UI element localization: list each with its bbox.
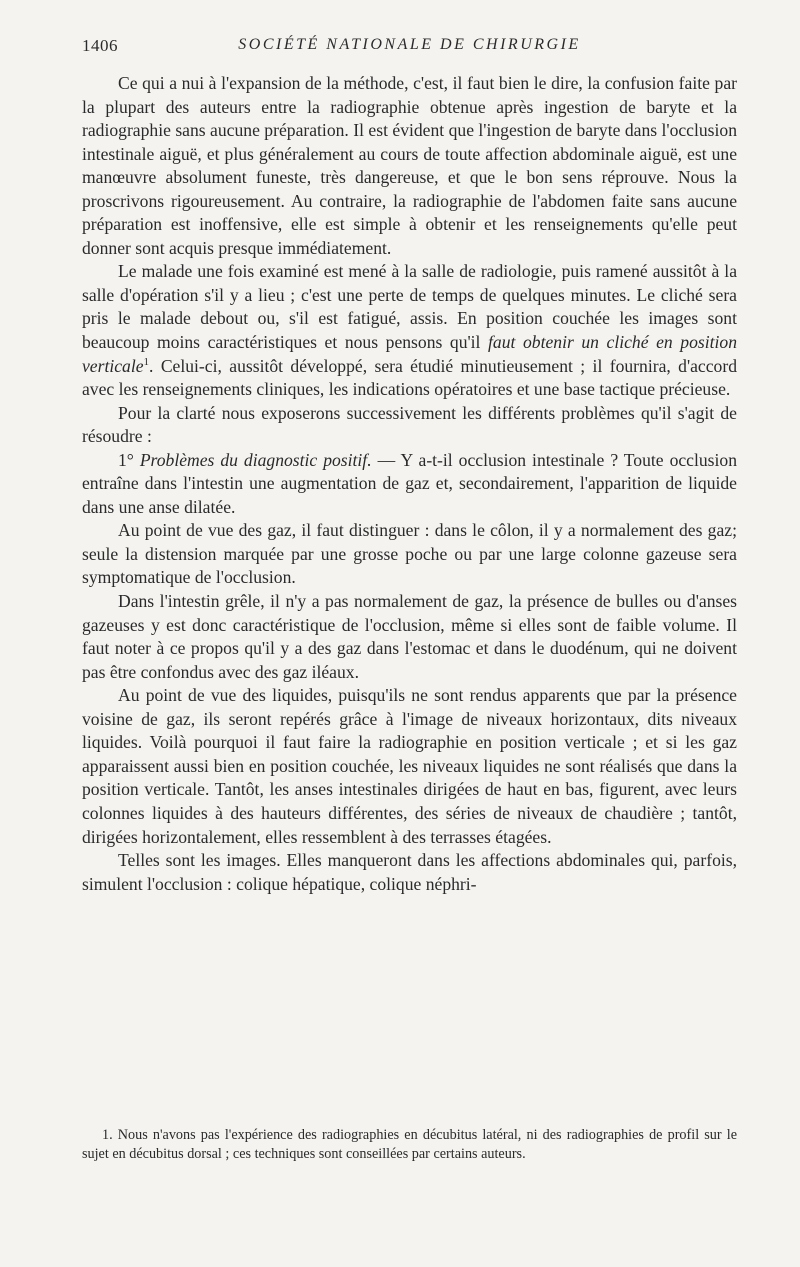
page (82, 36, 737, 896)
paragraph (82, 260, 737, 401)
body-text (82, 72, 737, 896)
paragraph-text: Le malade une fois examiné est mené à la salle de radiologie, puis ramené aussitôt à la salle d'opération s'il y a lieu ; c'est une perte de temps de quelques minutes. Le cliché sera pris le malade debout ou, s'il est fatigué, assis. En position couchée les images sont beaucoup moins caractéristiques et nous pensons qu'il (82, 261, 737, 353)
paragraph: Pour la clarté nous exposerons successivement les différents problèmes qu'il s'agit de résoudre : (82, 402, 737, 447)
paragraph: Ce qui a nui à l'expansion de la méthode, c'est, il faut bien le dire, la confusion faite par la plupart des auteurs entre la radiographie obtenue après ingestion de baryte et la radiographie sans aucune préparation. Il est évident que l'ingestion de baryte dans l'occlusion intestinale aiguë, et plus généralement au cours de toute affection abdominale aiguë, est une manœuvre absolument funeste, très dangereuse, et que le bon sens réprouve. Nous la proscrivons rigoureusement. Au contraire, la radiographie de l'abdomen faite sans aucune préparation est inoffensive, elle est simple à obtenir et les renseignements qu'elle peut donner sont acquis presque immédiatement. (82, 73, 737, 258)
paragraph-text: — Y a-t-il occlusion intestinale ? Toute occlusion entraîne dans l'intestin une augmentation de gaz et, secondairement, l'apparition de liquide dans une anse dilatée. (82, 449, 737, 517)
footnote (82, 1126, 737, 1164)
footnote-reference: 1 (143, 355, 150, 368)
page-number: 1406 (82, 36, 118, 55)
footnote-marker: 1. (102, 1127, 113, 1143)
paragraph: Au point de vue des liquides, puisqu'ils ne sont rendus apparents que par la présence voisine de gaz, ils seront repérés grâce à l'image de niveaux horizontaux, dits niveaux liquides. Voilà pourquoi il faut faire la radiographie en position verticale ; et si les gaz apparaissent aussi bien en position couchée, les niveaux liquides ne sont réalisés que dans la position verticale. Tantôt, les anses intestinales dirigées de haut en bas, figurent, avec leurs colonnes liquides à des hauteurs différentes, des séries de niveaux de chaudière ; tantôt, dirigées horizontalement, elles ressemblent à des terrasses étagées. (82, 685, 737, 847)
running-title: SOCIÉTÉ NATIONALE DE CHIRURGIE (238, 36, 581, 53)
emphasis-text: faut obtenir un cliché en position verticale (82, 332, 737, 376)
footnote-text: Nous n'avons pas l'expérience des radiographies en décubitus latéral, ni des radiographies de profil sur le sujet en décubitus dorsal ; ces techniques sont conseillées par certains auteurs. (82, 1127, 737, 1162)
paragraph: Dans l'intestin grêle, il n'y a pas normalement de gaz, la présence de bulles ou d'anses gazeuses y est donc caractéristique de l'occlusion, même si elles sont de faible volume. Il faut noter à ce propos qu'il y a des gaz dans l'estomac et dans le duodénum, qui ne doivent pas être confondus avec des gaz iléaux. (82, 591, 737, 682)
paragraph-text: . Celui-ci, aussitôt développé, sera étudié minutieusement ; il fournira, d'accord avec les renseignements cliniques, les indications opératoires et une base tactique précieuse. (82, 355, 737, 400)
page-header (82, 36, 737, 58)
section-heading: Problèmes du diagnostic positif. (139, 449, 372, 470)
section-number: 1° (118, 449, 134, 470)
paragraph: Au point de vue des gaz, il faut distinguer : dans le côlon, il y a normalement des gaz; seule la distension marquée par une grosse poche ou par une large colonne gazeuse sera symptomatique de l'occlusion. (82, 520, 737, 588)
paragraph: Telles sont les images. Elles manqueront dans les affections abdominales qui, parfois, simulent l'occlusion : colique hépatique, colique néphri- (82, 850, 737, 894)
paragraph (82, 449, 737, 520)
